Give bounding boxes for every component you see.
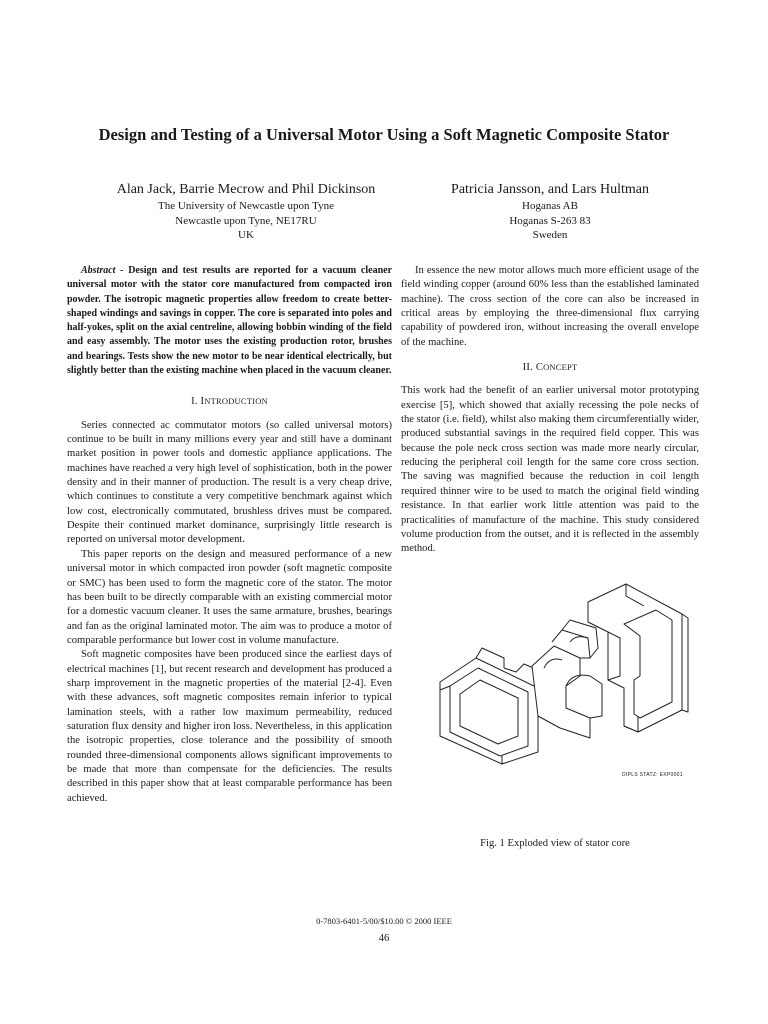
paper-title: Design and Testing of a Universal Motor Using a Soft Magnetic Composite Stator	[98, 125, 670, 144]
affiliation-left-3: UK	[238, 229, 254, 241]
affiliation-right-2: Hoganas S-263 83	[509, 214, 591, 227]
section-smallcaps: NTRODUCTION	[204, 396, 268, 407]
right-paragraph-1: In essence the new motor allows much more efficient usage of the field winding copper (around 60% less than the established laminated machine). The cross section of the core can also be increased in critical areas by employing the three-dimensional flux carrying capability of powdered iron, without increasing the overall envelope of the machine.	[401, 265, 699, 348]
author-block-right	[400, 180, 700, 243]
section-number: I.	[191, 396, 198, 408]
intro-paragraph-1: Series connected ac commutator motors (so called universal motors) continue to be built in many millions every year and still have a dominant market position in power tools and domestic appliance applications. The machines have reached a very high level of sophistication, both in the power density and in their manner of production. The result is a very cheap drive, which continues to constitute a very competitive benchmark against which low cost, electronically commutated, brushless drives must be compared. Despite their continued market dominance, surprisingly little research is reported on universal motor development.	[67, 419, 392, 546]
affiliation-right-1: Hoganas AB	[522, 200, 578, 212]
section-number: II.	[522, 362, 533, 374]
intro-paragraph-2: This paper reports on the design and measured performance of a new universal motor in which compacted iron powder (soft magnetic composite or SMC) has been used to form the magnetic core of the stator. The motor has been built to be directly comparable with an existing commercial motor for a domestic vacuum cleaner. It uses the same armature, brushes, bearings and fan as the original laminated motor. The aim was to produce a motor of comparable performance but lower cost in volume manufacture.	[67, 548, 392, 646]
right-half-yoke	[588, 584, 688, 732]
author-names-left: Alan Jack, Barrie Mecrow and Phil Dickinson	[116, 182, 376, 197]
affiliation-right-3: Sweden	[532, 229, 568, 241]
abstract-text: Design and test results are reported for a vacuum cleaner universal motor with the stator core manufactured from compacted iron powder. The isotropic magnetic properties allow freedom to create better-shaped windings and savings in copper. The core is separated into poles and half-yokes, split on the axial centreline, allowing bobbin winding of the field and easy assembly. The motor uses the existing production rotor, brushes and bearings. Tests show the new motor to be near identical electrically, but slightly better than the existing machine when placed in the vacuum cleaner.	[67, 265, 393, 377]
copyright-footer: 0-7803-6401-5/00/$10.00 © 2000 IEEE	[316, 916, 452, 926]
figure-file-note: DIPLS STATZ: EXP0001	[622, 772, 683, 778]
left-column	[67, 264, 392, 806]
author-names-right: Patricia Jansson, and Lars Hultman	[451, 182, 649, 197]
right-column	[401, 264, 699, 557]
section-initial: C	[535, 362, 544, 374]
section-heading-concept	[401, 360, 699, 375]
page-number: 46	[378, 933, 390, 944]
author-block-left	[96, 180, 396, 243]
affiliation-left-1: The University of Newcastle upon Tyne	[158, 200, 334, 212]
section-initial: I	[200, 396, 205, 408]
figure-caption: Fig. 1 Exploded view of stator core	[480, 838, 630, 849]
left-half-yoke	[440, 648, 538, 764]
abstract-label: Abstract -	[81, 265, 124, 276]
concept-paragraph-1: This work had the benefit of an earlier universal motor prototyping exercise [5], which showed that axially recessing the pole necks of the stator (i.e. field), whilst also making them circumferentially wider, produced substantial savings in the required field copper. This was because the pole neck cross section was made more nearly circular, reducing the peripheral coil length for the same core cross section. The saving was magnified because the reduction in coil length required thinner wire to be used to match the original field winding resistance. In that earlier work little attention was paid to the practicalities of manufacture of the machine. This study considered volume production from the outset, and it is reflected in the assembly method.	[401, 385, 699, 555]
section-smallcaps: ONCEPT	[543, 362, 578, 373]
affiliation-left-2: Newcastle upon Tyne, NE17RU	[175, 214, 317, 227]
abstract	[67, 264, 392, 378]
stator-core-figure	[420, 576, 710, 766]
section-heading-introduction	[67, 394, 392, 409]
pole-pieces	[532, 620, 602, 738]
intro-paragraph-3: Soft magnetic composites have been produced since the earliest days of electrical machines [1], but recent research and development has produced a sharp improvement in the magnetic properties of the material [2-4]. Even with these advances, soft magnetic composites remain inferior to typical lamination steels, with a rather low maximum permeability, reduced saturation flux density and higher iron loss. Nevertheless, in this application the isotropic properties, close tolerance and the possibility of smooth rounded three-dimensional components allows significant improvements to be made that more than compensate for the deficiencies. The results described in this paper show that at least comparable performance has been achieved.	[67, 649, 392, 804]
